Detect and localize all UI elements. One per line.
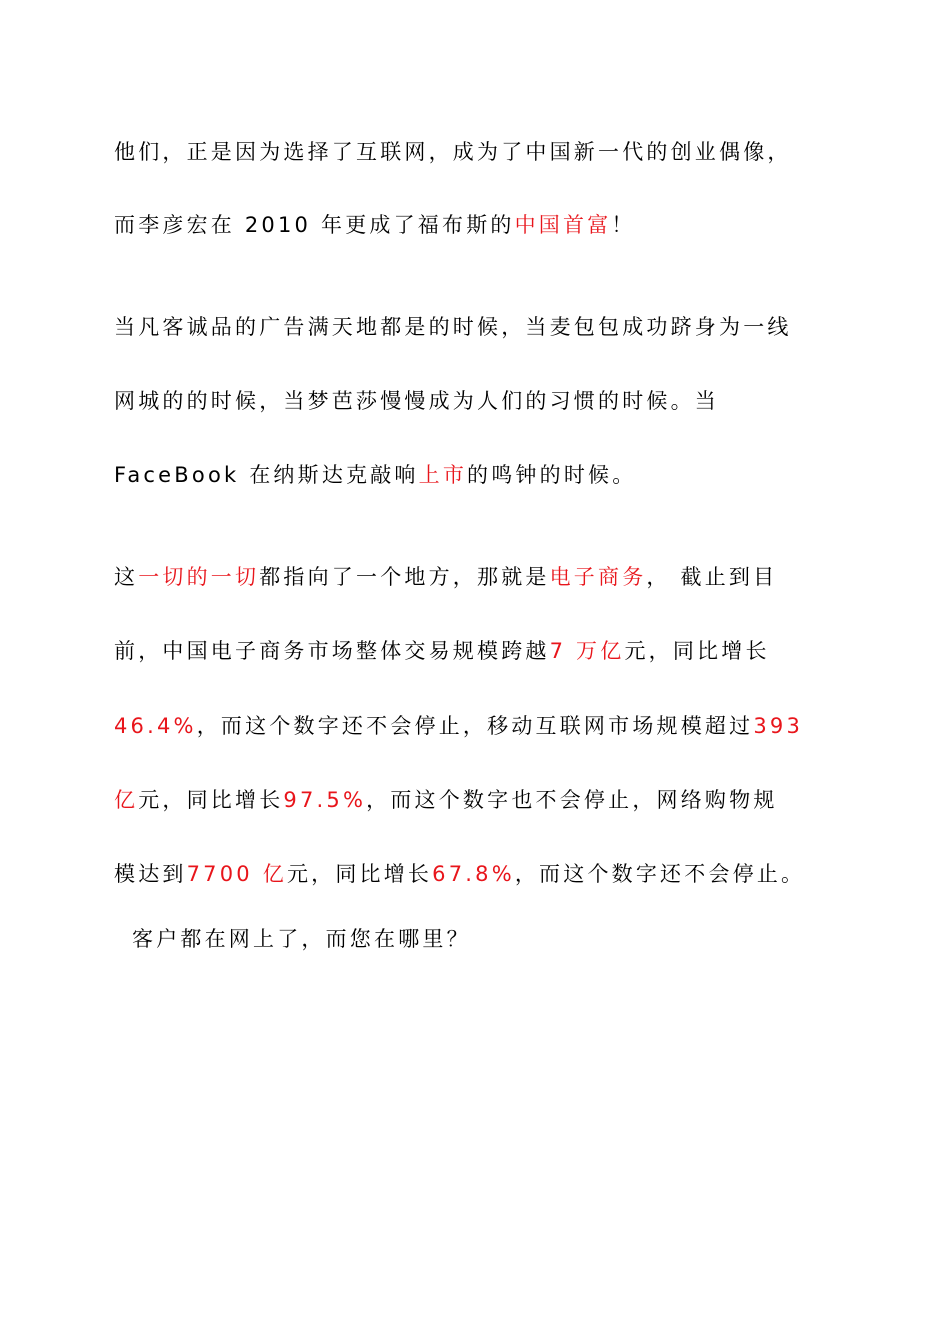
text: 前，中国电子商务市场整体交易规模跨越 xyxy=(114,639,550,663)
text: ，而这个数字还不会停止，移动互联网市场规模超过 xyxy=(196,714,754,738)
text: 当凡客诚品的广告满天地都是的时候，当麦包包成功跻身为一线 xyxy=(114,315,792,339)
p3-line-2 xyxy=(114,638,770,664)
p3-line-5 xyxy=(114,861,805,887)
text: 他们，正是因为选择了互联网，成为了中国新一代的创业偶像， xyxy=(114,140,792,164)
text: ，而这个数字也不会停止，网络购物规 xyxy=(366,788,778,812)
highlight-text: 46.4% xyxy=(114,714,197,738)
text: 元，同比增长 xyxy=(286,862,433,886)
highlight-text: 中国首富 xyxy=(514,213,612,237)
text: 网城的的时候，当梦芭莎慢慢成为人们的习惯的时候。当 xyxy=(114,389,719,413)
p1-line-2 xyxy=(114,212,636,238)
p1-line-1 xyxy=(114,139,792,165)
highlight-text: 上市 xyxy=(418,463,468,487)
text: 的鸣钟的时候。 xyxy=(467,463,637,487)
highlight-text: 97.5% xyxy=(283,788,367,812)
text: FaceBook 在纳斯达克敲响 xyxy=(114,463,419,487)
text: 元，同比增长 xyxy=(624,639,770,663)
p3-line-3 xyxy=(114,713,803,739)
p3-line-1 xyxy=(114,564,777,590)
text: 这 xyxy=(114,565,139,589)
text: 元，同比增长 xyxy=(138,788,284,812)
p2-line-2 xyxy=(114,388,719,414)
highlight-text: 7700 亿 xyxy=(186,862,287,886)
highlight-text: 电子商务 xyxy=(549,565,647,589)
highlight-text: 亿 xyxy=(114,788,139,812)
p2-line-3 xyxy=(114,462,636,488)
highlight-text: 67.8% xyxy=(432,862,515,886)
p3-line-6 xyxy=(132,926,471,952)
highlight-text: 一切的一切 xyxy=(138,565,260,589)
text: 模达到 xyxy=(114,862,187,886)
text: ，而这个数字还不会停止。 xyxy=(514,862,806,886)
highlight-text: 7 万亿 xyxy=(549,639,625,663)
p3-line-4 xyxy=(114,787,778,813)
highlight-text: 393 xyxy=(753,714,804,738)
text: 都指向了一个地方，那就是 xyxy=(259,565,550,589)
text: 而李彦宏在 2010 年更成了福布斯的 xyxy=(114,213,515,237)
text: ！ xyxy=(611,213,636,237)
p2-line-1 xyxy=(114,314,792,340)
text: 客户都在网上了，而您在哪里？ xyxy=(132,927,471,951)
text: ， 截止到目 xyxy=(646,565,778,589)
